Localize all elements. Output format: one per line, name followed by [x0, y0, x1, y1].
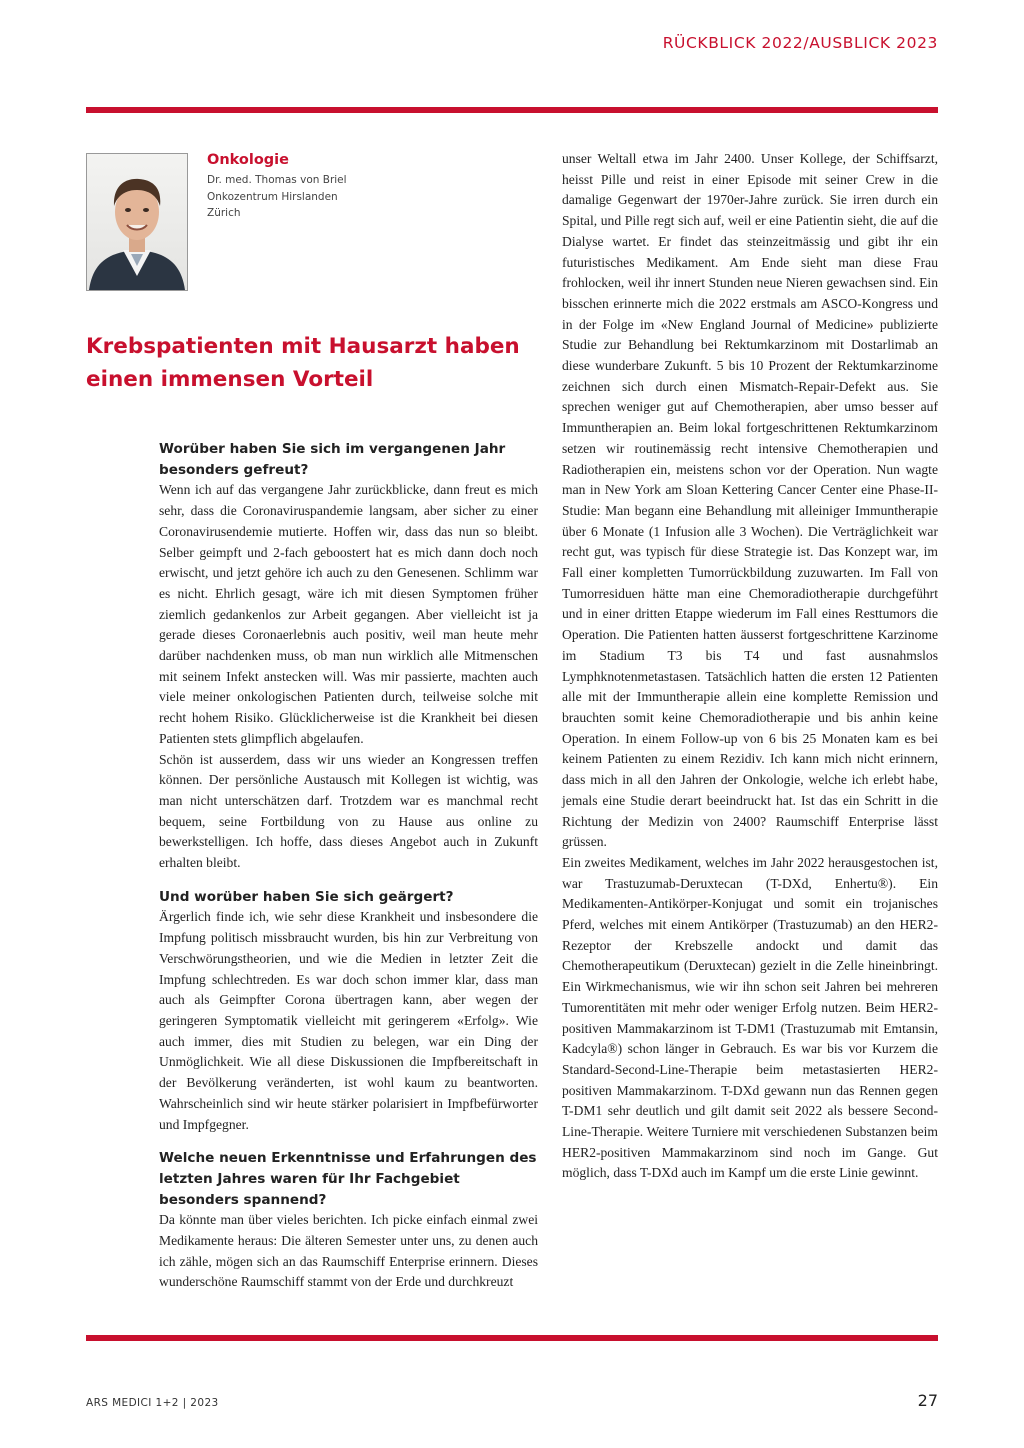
author-city: Zürich [207, 207, 241, 219]
answer-3-paragraph-2: Ein zweites Medikament, welches im Jahr 2022 herausgestochen ist, war Trastuzumab-Deruxtecan (T-DXd, Enhertu®). Ein Medikamenten-Antikörper-Konjugat und somit ein trojanisches Pferd, welches mit einem Antikörper (Trastuzumab) an den HER2-Rezeptor der Krebszelle andockt und damit das Chemotherapeutikum (Deruxtecan) gezielt in die Zelle hineinbringt. Ein Wirkmechanismus, wie wir ihn schon seit Jahren bei mehreren Tumorentitäten mit mehr oder weniger Erfolg nutzen. Beim HER2-positiven Mammakarzinom ist T-DM1 (Trastuzumab mit Emtansin, Kadcyla®) schon länger in Gebrauch. Es war bis vor Kurzem die Standard-Second-Line-Therapie beim metastasierten HER2-positiven Mammakarzinom. T-DXd gewann nun das Rennen gegen T-DM1 sehr deutlich und gilt damit seit 2022 als bessere Second-Line-Therapie. Weitere Turniere mit verschiedenen Substanzen beim HER2-positiven Mammakarzinom sind noch im Gange. Gut möglich, dass T-DXd auch im Kampf um die erste Linie gewinnt. [562, 854, 938, 1181]
running-header: RÜCKBLICK 2022/AUSBLICK 2023 [662, 34, 938, 52]
article-headline: Krebspatienten mit Hausarzt haben einen immensen Vorteil [86, 334, 520, 392]
author-portrait-image [87, 154, 187, 290]
answer-1-paragraph-1: Wenn ich auf das vergangene Jahr zurückblicke, dann freut es mich sehr, dass die Coronaviruspandemie langsam, aber sicher zu einer Coronavirusendemie mutierte. Hoffen wir, dass das nun so bleibt. Selber geimpft und 2-fach geboostert hat es mich dann doch noch erwischt, und jetzt gehöre ich auch zu den Genesenen. Schlimm war es nicht. Ehrlich gesagt, wäre ich mit diesen Symptomen früher ziemlich gedankenlos zur Arbeit gegangen. Aber vielleicht ist ja gerade dieses Coronaerlebnis auch positiv, weil man heute mehr darüber nachdenken muss, ob man nun wirklich alle Mitmenschen mit seinem Infekt anstecken will. Was mir passierte, machten auch viele meiner onkologischen Patienten durch, teilweise solche mit recht hohem Risiko. Glücklicherweise ist die Krankheit bei diesen Patienten stets glimpflich abgelaufen. [159, 482, 538, 746]
author-institution: Onkozentrum Hirslanden [207, 190, 338, 203]
answer-3-paragraph-1-start: Da könnte man über vieles berichten. Ich picke einfach einmal zwei Medikamente heraus: Die älteren Semester unter uns, zu denen auch ich zähle, mögen sich an das Raumschiff Enterprise erinnern. Dieses wunderschöne Raumschiff stammt von der Erde und durchkreuzt [159, 1212, 538, 1290]
bottom-rule [86, 1335, 938, 1341]
article-column-left [159, 439, 538, 1293]
answer-1-paragraph-2: Schön ist ausserdem, dass wir uns wieder an Kongressen treffen können. Der persönliche Austausch mit Kollegen ist wichtig, was man nicht unterschätzen darf. Trotzdem war es manchmal recht bequem, seine Fortbildung von zu Hause aus online zu bewerkstelligen. Ich hoffe, dass dieses Angebot auch in Zukunft erhalten bleibt. [159, 751, 538, 871]
section-label: Onkologie [207, 152, 289, 168]
answer-3-paragraph-1: unser Weltall etwa im Jahr 2400. Unser Kollege, der Schiffsarzt, heisst Pille und reist in einer Episode mit seiner Crew in die damalige Gegenwart der 1970er-Jahre zurück. Sie irren durch ein Spital, und Pille regt sich auf, weil er eine Patientin sieht, die auf die Dialyse wartet. Er findet das steinzeitmässig und gibt ihr ein futuristisches Medikament. Am Ende sieht man diese Frau frohlocken, weil ihr innert Stunden neue Nieren gewachsen sind. Ein bisschen erinnerte mich die 2022 erstmals am ASCO-Kongress und in der Folge im «New England Journal of Medicine» publizierte Studie zur Behandlung bei Rektumkarzinom mit Dostarlimab an diese wunderbare Zukunft. 5 bis 10 Prozent der Rektumkarzinome zeichnen sich durch einen Mismatch-Repair-Defekt aus. Sie sprechen weniger gut auf Chemotherapien, aber umso besser auf Immuntherapien an. Beim lokal fortgeschrittenen Rektumkarzinom setzen wir routinemässig recht intensive Chemotherapien und Radiotherapien ein, meistens schon vor der Operation. Nun wagte man in New York am Sloan Kettering Cancer Center eine Phase-II-Studie: Man begann eine Behandlung mit alleiniger Immuntherapie über 6 Monate (1 Infusion alle 3 Wochen). Die Verträglichkeit war recht gut, was typisch für diese Strategie ist. Das Konzept war, im Fall einer kompletten Tumorrückbildung zuzuwarten. Im Fall von Tumorresiduen hätte man eine Chemoradiotherapie durchgeführt und in einer dritten Etappe wiederum im Fall eines Resttumors die Operation. Die Patienten hatten äusserst fortgeschrittene Karzinome im Stadium T3 bis T4 und fast ausnahmslos Lymphknotenmetastasen. Tatsächlich hatten die ersten 12 Patienten alle mit der Immuntherapie allein eine komplette Remission und brauchten somit keine Chemoradiotherapie und bis anhin keine Operation. In einem Follow-up von 6 bis 25 Monaten kam es bei keinem Patienten zu einem Rezidiv. Ich kann mich nicht erinnern, dass mich in all den Jahren der Onkologie, welche ich erlebt habe, jemals eine Studie derart beeindruckt hat. Ist das ein Schritt in die Richtung der Medizin von 2400? Raumschiff Enterprise lässt grüssen. [562, 151, 938, 850]
answer-2: Ärgerlich finde ich, wie sehr diese Krankheit und insbesondere die Impfung politisch missbraucht wurden, bis hin zur Verbreitung von Verschwörungstheorien, und wie die Medien in letzter Zeit die Impfung schlechtreden. Es war doch schon immer klar, dass man auch als Geimpfter Corona übertragen kann, aber wegen der geringeren Symptomatik vielleicht mit geringerem «Erfolg». Wie auch immer, dies mit Studien zu belegen, war ein Ding der Unmöglichkeit. Wie all diese Diskussionen die Impfbereitschaft in der Bevölkerung veränderten, ist wohl kaum zu beantworten. Wahrscheinlich sind wir heute stärker polarisiert in Impfbefürworter und Impfgegner. [159, 909, 538, 1132]
question-2: Und worüber haben Sie sich geärgert? [159, 888, 454, 905]
author-byline [207, 152, 347, 222]
author-photo [86, 153, 188, 291]
article-column-right [562, 149, 938, 1184]
question-1: Worüber haben Sie sich im vergangenen Jahr besonders gefreut? [159, 441, 506, 478]
author-name: Dr. med. Thomas von Briel [207, 174, 347, 186]
page-number: 27 [917, 1391, 938, 1410]
journal-footer: ARS MEDICI 1+2 | 2023 [86, 1397, 219, 1409]
top-rule [86, 107, 938, 113]
question-3: Welche neuen Erkenntnisse und Erfahrungen des letzten Jahres waren für Ihr Fachgebiet besonders spannend? [159, 1150, 537, 1208]
